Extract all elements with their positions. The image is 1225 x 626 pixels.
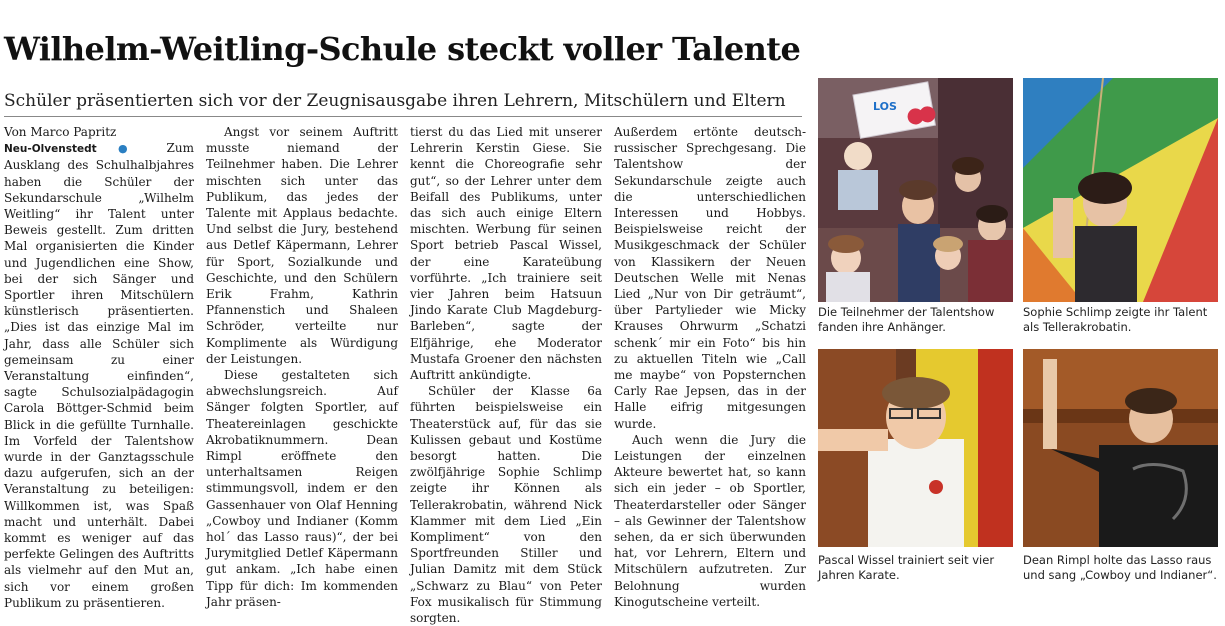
sign-text: LOS [873,100,897,113]
headline-rule [4,116,802,117]
photo-caption-audience: Die Teilnehmer der Talentshow fanden ihre Anhänger. [818,305,995,334]
photo-caption-dean: Dean Rimpl holte das Lasso raus und sang „Cowboy und Indianer“. [1023,553,1217,582]
dateline: Neu-Olvenstedt [4,143,97,156]
text-column-4 [614,124,806,609]
photo-audience [818,78,1013,302]
photo-pascal [818,349,1013,547]
paragraph: Auch wenn die Jury die Leistungen der einzelnen Akteure bewertet hat, so kann sich ein jeder – ob Sportler, Theaterdarsteller oder Sänger – als Gewinner der Talentshow sehen, da er sich überwunden hat, vor Lehrern, Eltern und Mitschülern aufzutreten. Zur Belohnung wurden Kinogutscheine verteilt. [614,432,806,609]
text-column-3 [410,124,602,626]
bullet-dot-icon: ● [118,142,146,156]
article-headline: Wilhelm-Weitling-Schule steckt voller Talente [4,30,801,68]
photo-caption-pascal: Pascal Wissel trainiert seit vier Jahren Karate. [818,553,995,582]
paragraph: tierst du das Lied mit unserer Lehrerin Kerstin Giese. Sie kennt die Choreografie sehr gut“, so der Lehrer unter dem Beifall des Publikums, unter das sich auch einige Eltern mischten. Werbung für seinen Sport betrieb Pascal Wissel, der eine Karateübung vorführte. „Ich trainiere seit vier Jahren beim Hatsuun Jindo Karate Club Magdeburg-Barleben“, sagte der Elfjährige, ehe Moderator Mustafa Groener den nächsten Auftritt ankündigte. [410,125,602,383]
paragraph: Außerdem ertönte deutsch-russischer Sprechgesang. Die Talentshow der Sekundarschule zeigte auch die unterschiedlichen Interessen und Hobbys. Beispielsweise reicht der Musikgeschmack der Schüler von Klassikern der Neuen Deutschen Welle mit Nenas Lied „Nur von Dir geträumt“, über Partylieder wie Micky Krauses Ohrwurm „Schatzi schenk´ mir ein Foto“ bis hin zu aktuellen Titeln wie „Call me maybe“ von Popsternchen Carly Rae Jepsen, das in der Halle eifrig mitgesungen wurde. [614,125,806,431]
text-column-2 [206,124,398,609]
author-byline: Von Marco Papritz [4,125,117,139]
paragraph: Schüler der Klasse 6a führten beispielsweise ein Theaterstück auf, für das sie Kulissen gebaut und Kostüme besorgt hatten. Die zwölfjährige Sophie Schlimp zeigte ihr Können als Tellerakrobatin, während Nick Klammer mit dem Lied „Ein Kompliment“ von den Sportfreunden Stiller und Julian Damitz mit dem Stück „Schwarz zu Blau“ von Peter Fox musikalisch für Stimmung sorgten. [410,384,602,626]
paragraph: Diese gestalteten sich abwechslungsreich. Auf Sänger folgten Sportler, auf Theatereinlagen geschickte Akrobatiknummern. Dean Rimpl eröffnete den unterhaltsamen Reigen stimmungsvoll, indem er den Gassenhauer von Olaf Henning „Cowboy und Indianer (Komm hol´ das Lasso raus)“, der bei Jurymitglied Detlef Käpermann gut ankam. „Ich habe einen Tipp für dich: Im kommenden Jahr präsen- [206,368,398,609]
paragraph-text: Zum Ausklang des Schulhalbjahres haben die Schüler der Sekundarschule „Wilhelm Weitling“ ihr Talent unter Beweis gestellt. Zum dritten Mal organisierten die Kinder und Jugendlichen eine Show, bei der sich Sänger und Sportler ihren Mitschülern künstlerisch präsentierten. „Dies ist das einzige Mal im Jahr, dass alle Schüler sich gemeinsam zu einer Veranstaltung einfinden“, sagte Schulsozialpädagogin Carola Böttger-Schmid beim Blick in die gefüllte Turnhalle. Im Vorfeld der Talentshow wurde in der Ganztagsschule dazu aufgerufen, sich an der Veranstaltung zu beteiligen: Willkommen ist, was Spaß macht und unterhält. Dabei kommt es weniger auf das perfekte Gelingen des Auftritts als vielmehr auf den Mut an, sich vor einem großen Publikum zu präsentieren. [4,141,194,610]
article-subheadline: Schüler präsentierten sich vor der Zeugnisausgabe ihren Lehrern, Mitschülern und Eltern [4,91,786,111]
photo-dean [1023,349,1218,547]
text-column-1 [4,124,194,610]
photo-caption-sophie: Sophie Schlimp zeigte ihr Talent als Tellerakrobatin. [1023,305,1208,334]
paragraph [4,140,194,611]
photo-sophie [1023,78,1218,302]
paragraph: Angst vor seinem Auftritt musste niemand der Teilnehmer haben. Die Lehrer mischten sich unter das Publikum, das jedes der Talente mit Applaus bedachte. Und selbst die Jury, bestehend aus Detlef Käpermann, Lehrer für Sport, Sozialkunde und Geschichte, und den Schülern Erik Frahm, Kathrin Pfannenstich und Shaleen Schröder, verteilte nur Komplimente als Würdigung der Leistungen. [206,125,398,366]
